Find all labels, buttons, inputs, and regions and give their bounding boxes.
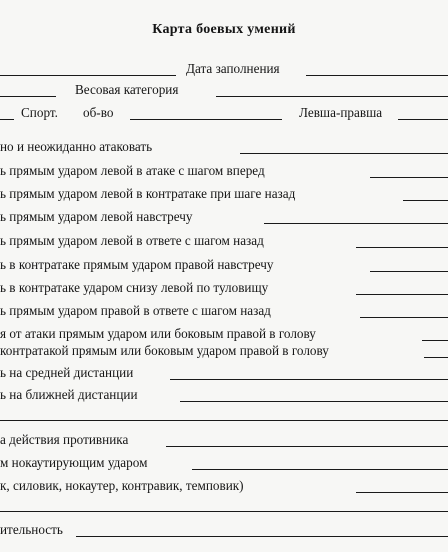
skill-answer-line[interactable] <box>424 357 448 358</box>
lower-label: а действия противника <box>0 432 129 447</box>
row-weight-category <box>0 80 448 100</box>
lefty-righty-field-line[interactable] <box>398 119 448 120</box>
lower-label: к, силовик, нокаутер, контравик, темповик) <box>0 478 244 493</box>
skill-row <box>0 161 448 181</box>
skill-label: ь прямым ударом правой в ответе с шагом назад <box>0 303 271 318</box>
lower-row <box>0 476 448 496</box>
lower-label: м нокаутирующим ударом <box>0 455 148 470</box>
skill-answer-line[interactable] <box>370 271 448 272</box>
rank-left-line[interactable] <box>0 119 14 120</box>
left-field-line[interactable] <box>0 96 56 97</box>
skill-answer-line[interactable] <box>356 247 448 248</box>
skill-row <box>0 137 448 157</box>
skill-row <box>0 385 448 405</box>
skill-row <box>0 341 448 361</box>
fill-date-label: Дата заполнения <box>186 61 280 76</box>
bottom-label: ительность <box>0 522 63 537</box>
lower-row <box>0 430 448 450</box>
skill-answer-line[interactable] <box>370 177 448 178</box>
skill-label: ь прямым ударом левой навстречу <box>0 209 193 224</box>
bottom-answer-line[interactable] <box>76 536 448 537</box>
skill-row <box>0 301 448 321</box>
skill-answer-line[interactable] <box>403 200 448 201</box>
lower-row <box>0 453 448 473</box>
sport-rank-label: Спорт. <box>21 105 58 120</box>
society-label: об-во <box>83 105 114 120</box>
fill-date-field-line[interactable] <box>306 75 448 76</box>
skill-label: ь прямым ударом левой в контратаке при шаге назад <box>0 186 296 201</box>
skill-row <box>0 207 448 227</box>
skill-label: ь на средней дистанции <box>0 365 134 380</box>
skill-answer-line[interactable] <box>356 294 448 295</box>
skill-row <box>0 231 448 251</box>
skill-answer-line[interactable] <box>180 401 448 402</box>
name-field-line[interactable] <box>0 75 176 76</box>
skill-label: но и неожиданно атаковать <box>0 139 153 154</box>
skill-answer-line[interactable] <box>264 223 448 224</box>
society-field-line[interactable] <box>130 119 282 120</box>
skill-answer-line[interactable] <box>240 153 448 154</box>
weight-category-field-line[interactable] <box>216 96 448 97</box>
lower-answer-line[interactable] <box>356 492 448 493</box>
lower-answer-line[interactable] <box>166 446 448 447</box>
blank-line[interactable] <box>0 511 448 512</box>
bottom-row <box>0 520 448 540</box>
skill-row <box>0 363 448 383</box>
skill-answer-line[interactable] <box>170 379 448 380</box>
lefty-righty-label: Левша-правша <box>299 105 383 120</box>
skill-label: ь на ближней дистанции <box>0 387 138 402</box>
skill-label: ь в контратаке прямым ударом правой навстречу <box>0 257 274 272</box>
lower-answer-line[interactable] <box>192 469 448 470</box>
skill-label: ь прямым ударом левой в ответе с шагом назад <box>0 233 264 248</box>
row-fill-date <box>0 59 448 79</box>
skill-row <box>0 278 448 298</box>
weight-category-label: Весовая категория <box>75 82 179 97</box>
skill-label: я от атаки прямым ударом или боковым правой в голову <box>0 326 316 341</box>
skill-label: ь прямым ударом левой в атаке с шагом вперед <box>0 163 265 178</box>
skill-label: ь в контратаке ударом снизу левой по туловищу <box>0 280 269 295</box>
form-title: Карта боевых умений <box>152 22 296 37</box>
blank-line[interactable] <box>0 420 448 421</box>
skill-label: контратакой прямым или боковым ударом правой в голову <box>0 343 329 358</box>
skill-answer-line[interactable] <box>360 317 448 318</box>
skill-row <box>0 255 448 275</box>
row-rank <box>0 103 448 123</box>
skill-row <box>0 184 448 204</box>
